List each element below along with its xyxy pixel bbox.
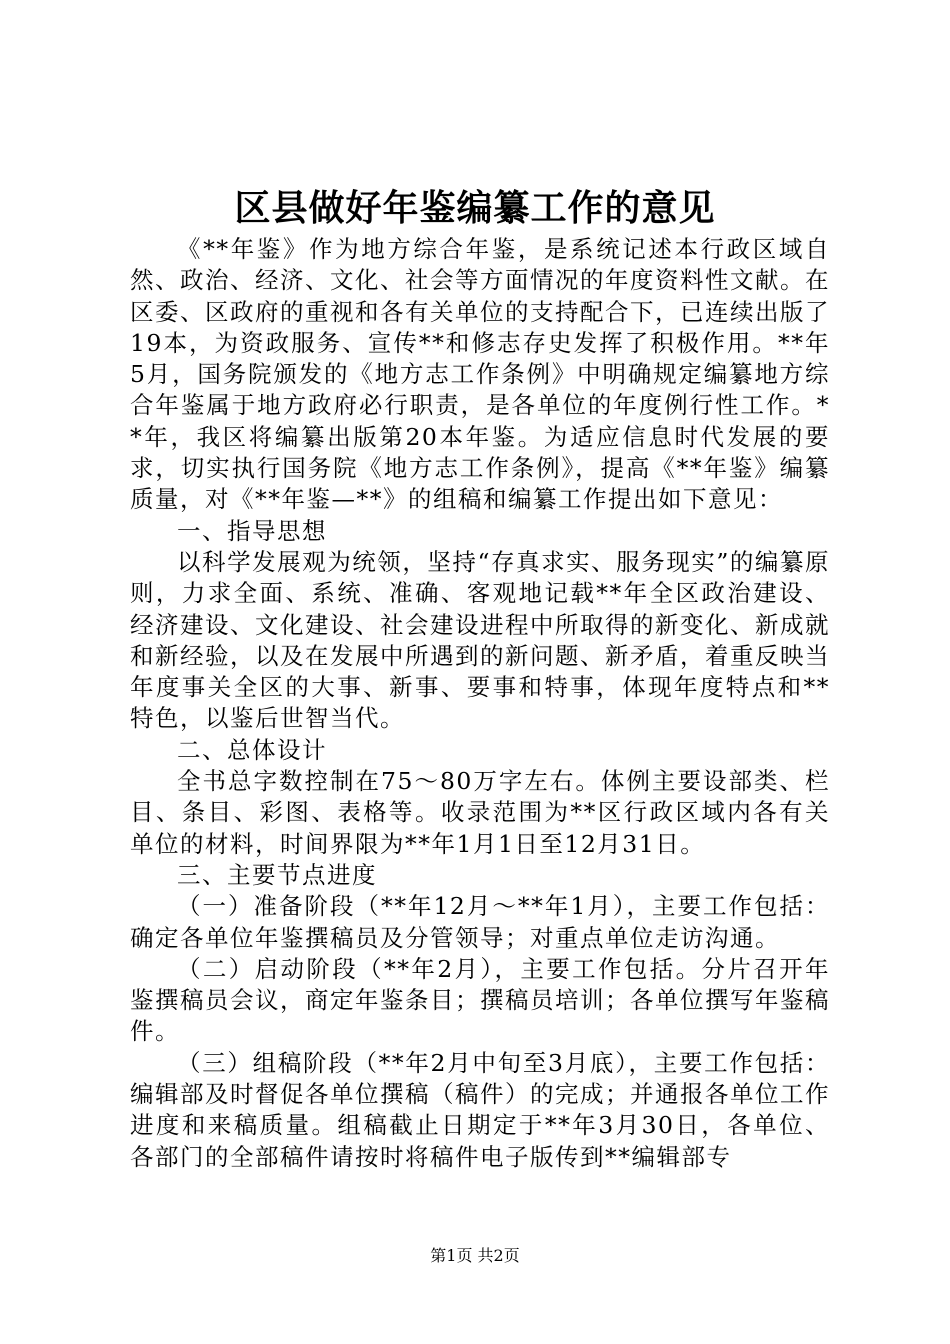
- section-heading-overall-design: 二、总体设计: [177, 735, 327, 764]
- paragraph-stage-launch: （二）启动阶段（**年2月），主要工作包括。分片召开年鉴撰稿员会议，商定年鉴条目；撰稿员培训；各单位撰写年鉴稿件。: [130, 954, 830, 1046]
- section-heading-schedule: 三、主要节点进度: [177, 860, 377, 889]
- document-title: 区县做好年鉴编纂工作的意见: [234, 187, 716, 229]
- paragraph-overall-design: 全书总字数控制在75～80万字左右。体例主要设部类、栏目、条目、彩图、表格等。收录范围为**区行政区域内各有关单位的材料，时间界限为**年1月1日至12月31日。: [130, 767, 830, 858]
- document-body: [130, 234, 830, 1173]
- section-heading-guiding-ideology: 一、指导思想: [177, 516, 327, 545]
- paragraph-intro: 《**年鉴》作为地方综合年鉴，是系统记述本行政区域自然、政治、经济、文化、社会等方面情况的年度资料性文献。在区委、区政府的重视和各有关单位的支持配合下，已连续出版了19本，为资政服务、宣传**和修志存史发挥了积极作用。**年5月，国务院颁发的《地方志工作条例》中明确规定编纂地方综合年鉴属于地方政府必行职责，是各单位的年度例行性工作。**年，我区将编纂出版第20本年鉴。为适应信息时代发展的要求，切实执行国务院《地方志工作条例》，提高《**年鉴》编纂质量，对《**年鉴—**》的组稿和编纂工作提出如下意见：: [130, 235, 830, 514]
- paragraph-stage-collection: （三）组稿阶段（**年2月中旬至3月底），主要工作包括：编辑部及时督促各单位撰稿（稿件）的完成；并通报各单位工作进度和来稿质量。组稿截止日期定于**年3月30日，各单位、各部门的全部稿件请按时将稿件电子版传到**编辑部专: [130, 1048, 830, 1171]
- page-footer: 第1页 共2页: [430, 1246, 520, 1265]
- paragraph-stage-preparation: （一）准备阶段（**年12月～**年1月），主要工作包括：确定各单位年鉴撰稿员及分管领导；对重点单位走访沟通。: [130, 892, 830, 952]
- paragraph-guiding-ideology: 以科学发展观为统领，坚持“存真求实、服务现实”的编纂原则，力求全面、系统、准确、客观地记载**年全区政治建设、经济建设、文化建设、社会建设进程中所取得的新变化、新成就和新经验，以及在发展中所遇到的新问题、新矛盾，着重反映当年度事关全区的大事、新事、要事和特事，体现年度特点和**特色，以鉴后世智当代。: [130, 547, 830, 733]
